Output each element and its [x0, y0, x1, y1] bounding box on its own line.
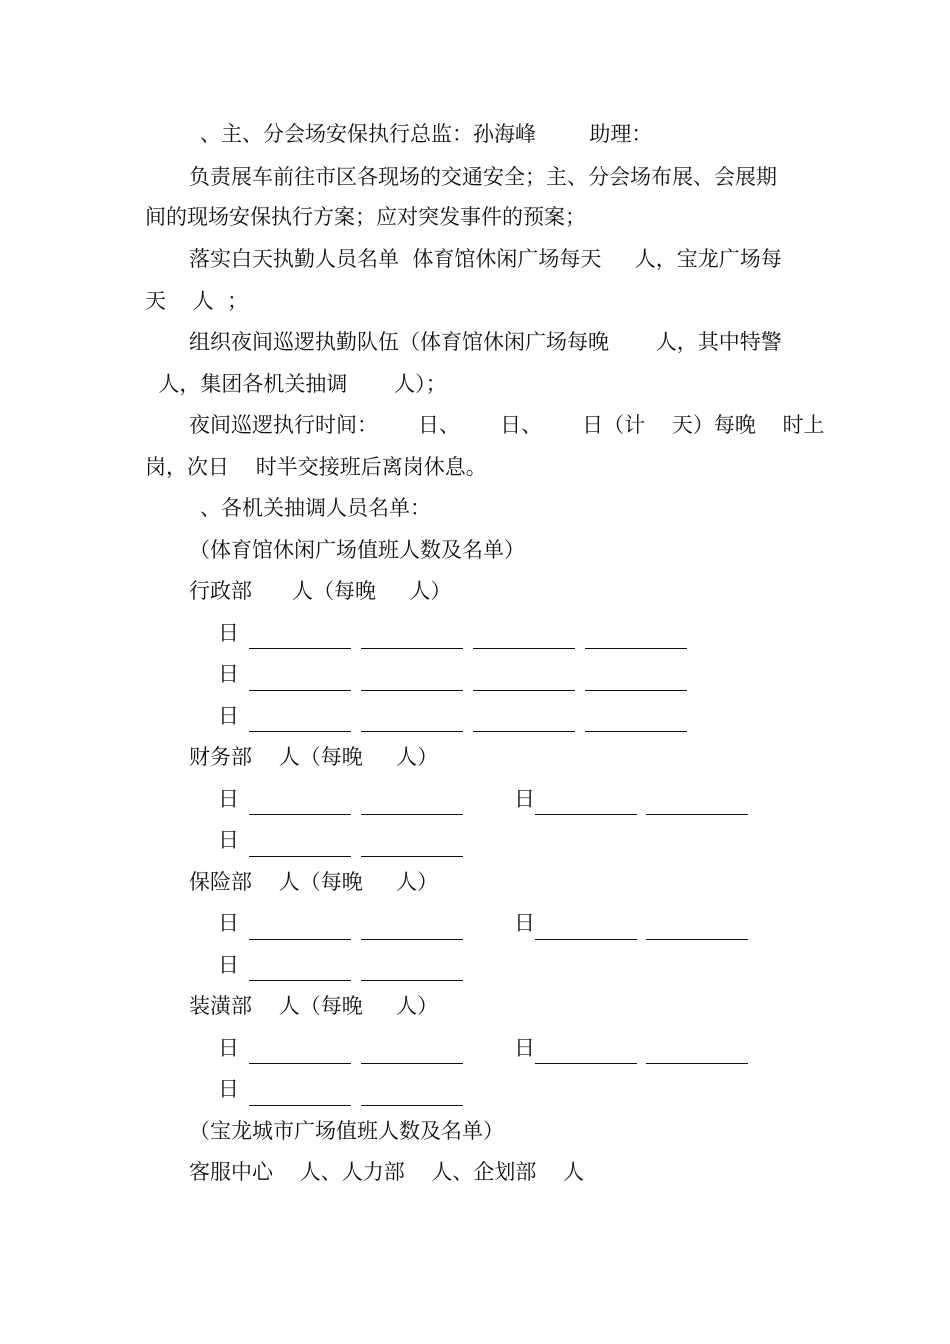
signature-blank[interactable]	[361, 939, 463, 940]
day-label: 日	[218, 621, 239, 645]
signature-blank[interactable]	[249, 1105, 351, 1106]
signature-blank[interactable]	[249, 731, 351, 732]
day-label: 日	[218, 911, 239, 935]
paragraph-text: 岗，次日 时半交接班后离岗休息。	[145, 455, 487, 479]
signature-blank[interactable]	[249, 856, 351, 857]
signature-blank[interactable]	[646, 814, 748, 815]
signature-blank[interactable]	[473, 690, 575, 691]
signature-blank[interactable]	[249, 939, 351, 940]
signature-blank[interactable]	[646, 1063, 748, 1064]
signature-blank[interactable]	[361, 1063, 463, 1064]
day-label: 日	[218, 787, 239, 811]
day-label: 日	[218, 1036, 239, 1060]
paragraph-text: 间的现场安保执行方案；应对突发事件的预案；	[145, 205, 586, 229]
dept-admin-label: 行政部 人（每晚 人）	[189, 579, 452, 603]
day-label: 日	[218, 828, 239, 852]
signature-blank[interactable]	[646, 939, 748, 940]
signature-blank[interactable]	[361, 648, 463, 649]
signature-blank[interactable]	[361, 690, 463, 691]
signature-blank[interactable]	[361, 980, 463, 981]
day-label: 日	[218, 662, 239, 686]
section2-heading: 、各机关抽调人员名单：	[200, 496, 431, 520]
dept-insurance-label: 保险部 人（每晚 人）	[189, 870, 439, 894]
signature-blank[interactable]	[249, 980, 351, 981]
dept-decor-label: 装潢部 人（每晚 人）	[189, 994, 439, 1018]
day-label: 日	[514, 911, 535, 935]
signature-blank[interactable]	[249, 648, 351, 649]
paragraph-text: 落实白天执勤人员名单 体育馆休闲广场每天 人，宝龙广场每	[189, 247, 782, 271]
signature-blank[interactable]	[249, 690, 351, 691]
signature-blank[interactable]	[535, 939, 637, 940]
day-label: 日	[218, 704, 239, 728]
staff-count-line: 客服中心 人、人力部 人、企划部 人	[189, 1160, 585, 1184]
section1-heading: 、主、分会场安保执行总监：孙海峰 助理：	[200, 122, 653, 146]
signature-blank[interactable]	[361, 1105, 463, 1106]
paragraph-text: 天 人 ；	[145, 289, 249, 313]
signature-blank[interactable]	[585, 690, 687, 691]
paragraph-text: 人，集团各机关抽调 人）；	[145, 372, 447, 396]
signature-blank[interactable]	[535, 1063, 637, 1064]
signature-blank[interactable]	[473, 731, 575, 732]
signature-blank[interactable]	[473, 648, 575, 649]
day-label: 日	[218, 953, 239, 977]
signature-blank[interactable]	[585, 731, 687, 732]
day-label: 日	[514, 1036, 535, 1060]
signature-blank[interactable]	[249, 814, 351, 815]
signature-blank[interactable]	[361, 814, 463, 815]
paragraph-text: 组织夜间巡逻执勤队伍（体育馆休闲广场每晚 人，其中特警	[189, 330, 782, 354]
subheading-gym-plaza: （体育馆休闲广场值班人数及名单）	[189, 538, 525, 562]
signature-blank[interactable]	[585, 648, 687, 649]
dept-finance-label: 财务部 人（每晚 人）	[189, 745, 439, 769]
day-label: 日	[218, 1077, 239, 1101]
subheading-baolong-plaza: （宝龙城市广场值班人数及名单）	[189, 1119, 504, 1143]
signature-blank[interactable]	[361, 731, 463, 732]
day-label: 日	[514, 787, 535, 811]
paragraph-text: 负责展车前往市区各现场的交通安全；主、分会场布展、会展期	[189, 165, 777, 189]
signature-blank[interactable]	[249, 1063, 351, 1064]
paragraph-text: 夜间巡逻执行时间： 日、 日、 日（计 天）每晚 时上	[189, 413, 825, 437]
signature-blank[interactable]	[535, 814, 637, 815]
signature-blank[interactable]	[361, 856, 463, 857]
